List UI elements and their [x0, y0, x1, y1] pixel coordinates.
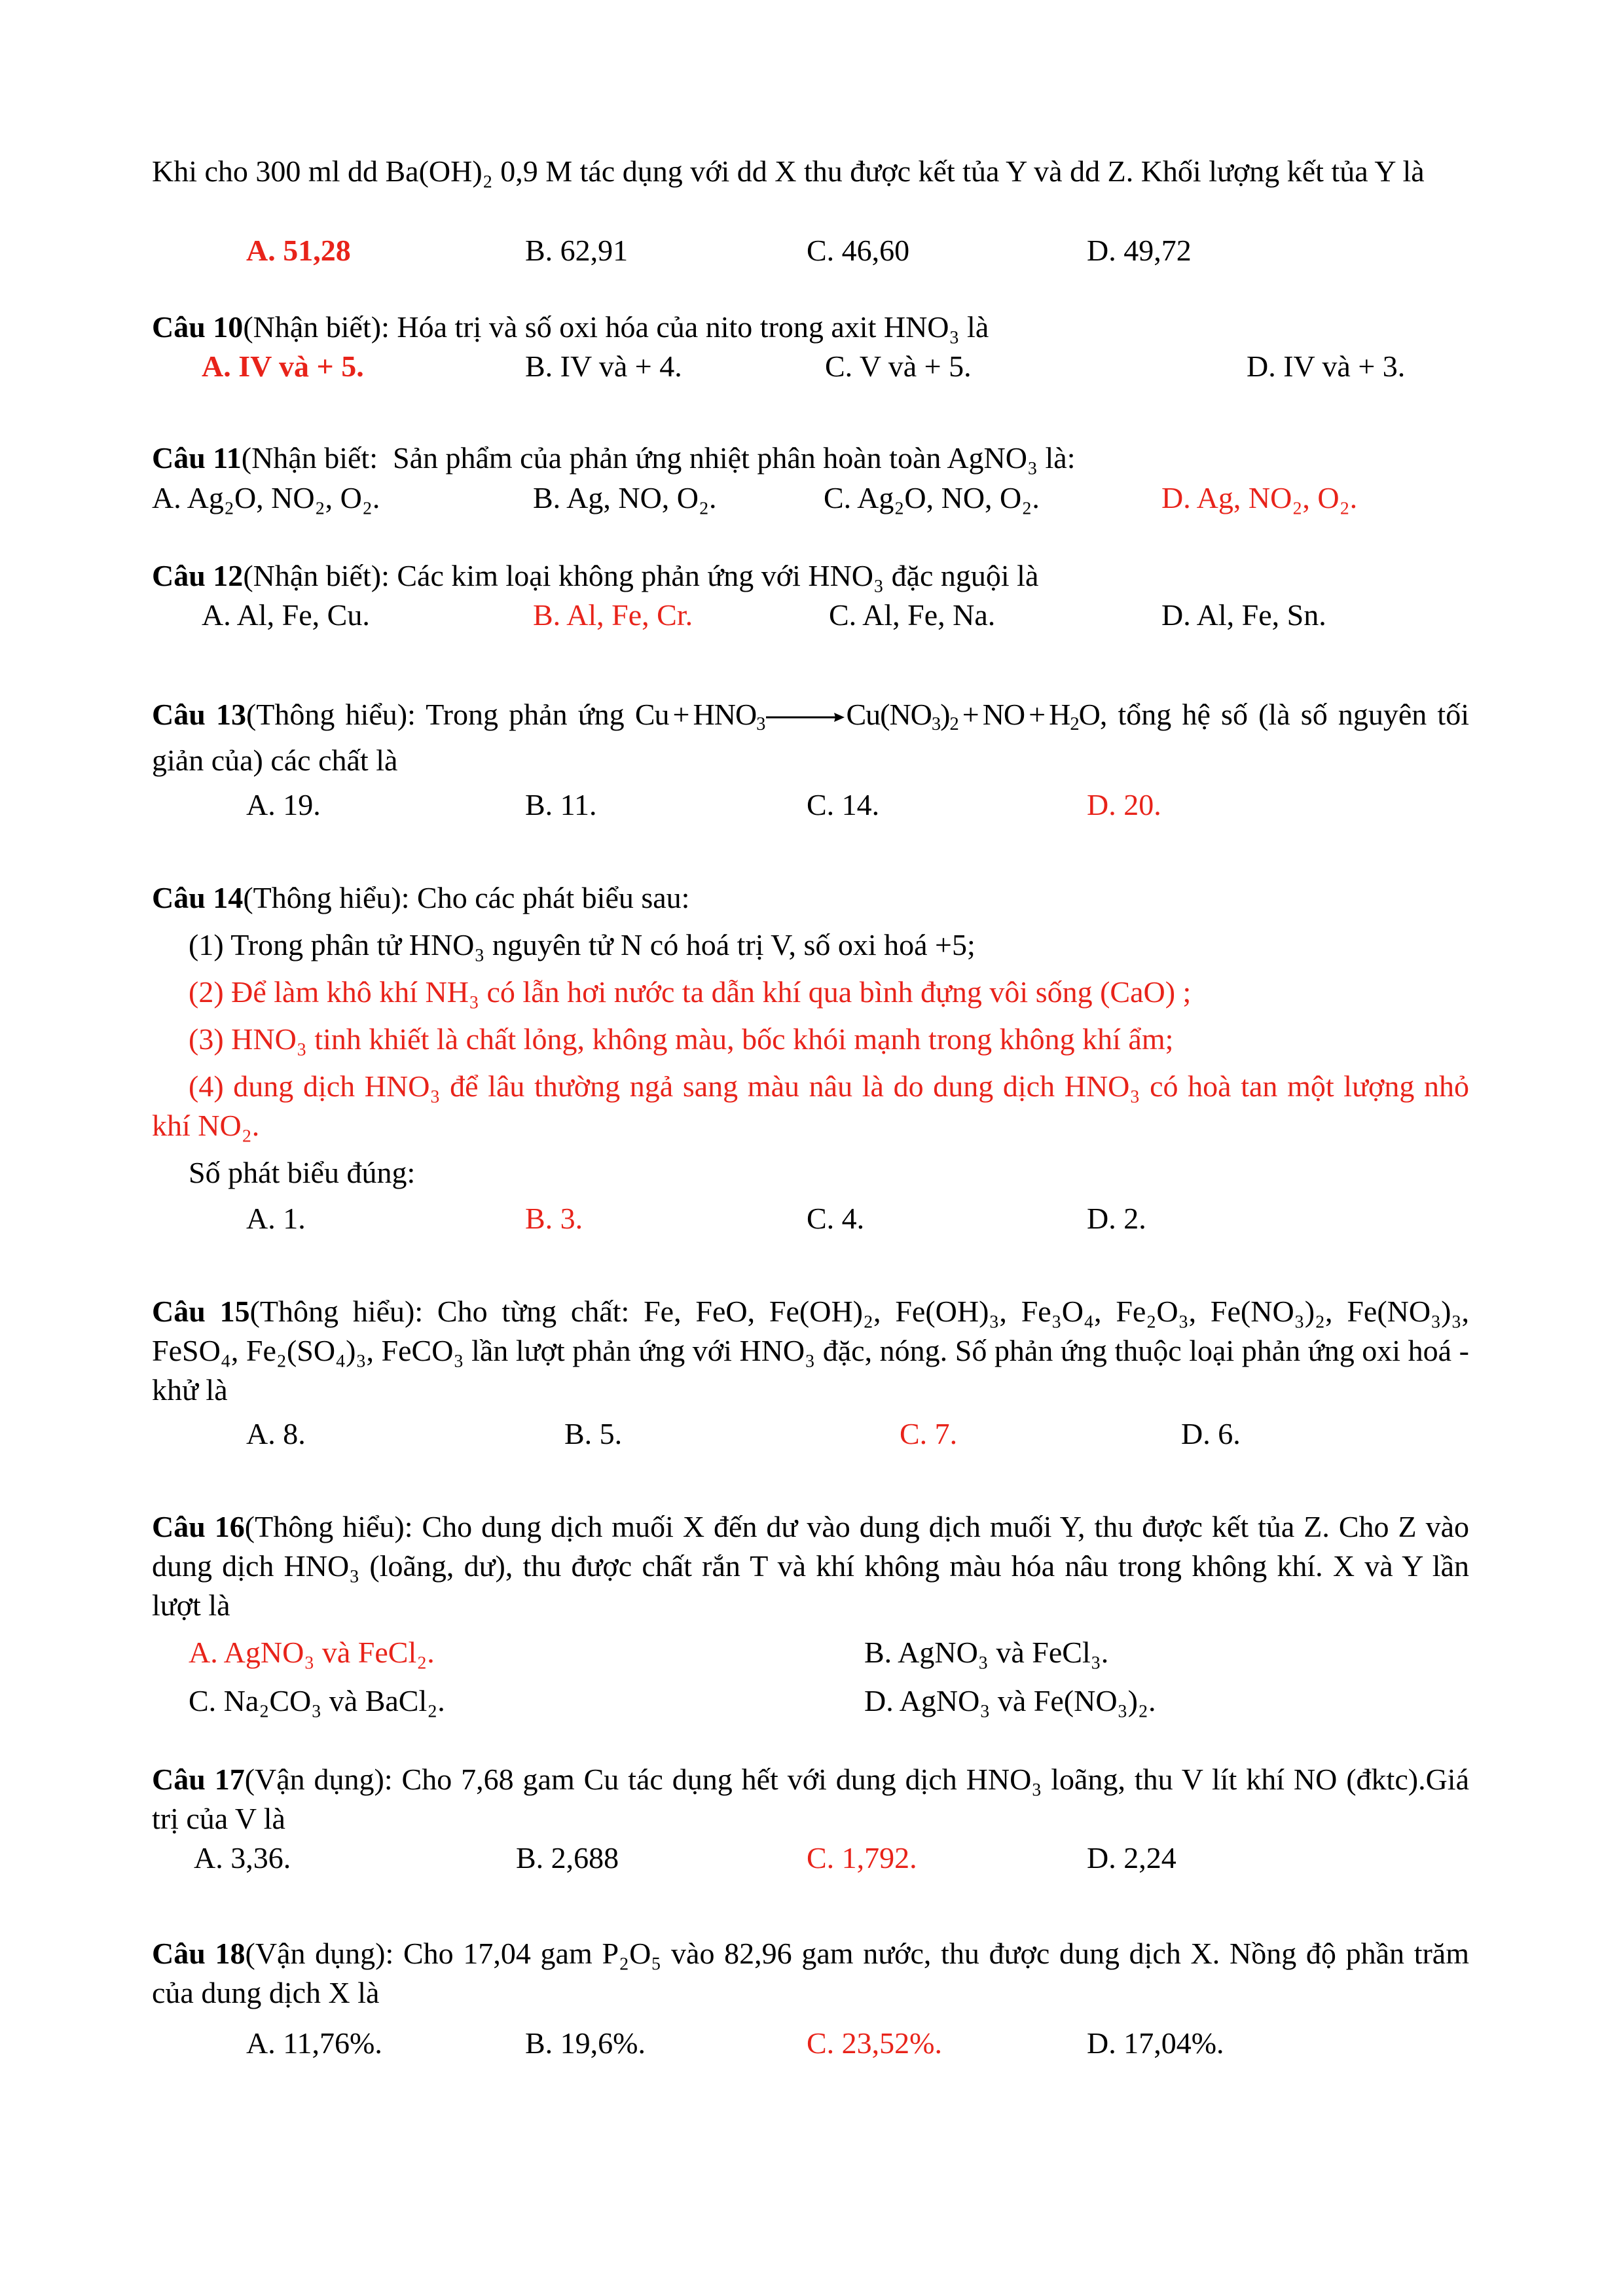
- q14-stem: Câu 14(Thông hiểu): Cho các phát biểu sau:: [152, 881, 690, 914]
- q9-option-d[interactable]: D. 49,72: [1087, 234, 1192, 267]
- q17-option-b[interactable]: B. 2,688: [516, 1841, 619, 1874]
- q14-statement-2: (2) Để làm khô khí NH₃ có lẫn hơi nước ta dẫn khí qua bình đựng vôi sống (CaO) ;: [189, 975, 1192, 1009]
- q11-option-b[interactable]: B. Ag, NO, O₂.: [533, 481, 717, 514]
- q17-option-d[interactable]: D. 2,24: [1087, 1841, 1176, 1874]
- q13-option-c[interactable]: C. 14.: [807, 788, 880, 821]
- q14-option-b[interactable]: B. 3.: [525, 1202, 583, 1235]
- q11-stem: Câu 11(Nhận biết: Sản phẩm của phản ứng nhiệt phân hoàn toàn AgNO₃ là:: [152, 441, 1076, 475]
- q12-stem: Câu 12(Nhận biết): Các kim loại không phản ứng với HNO₃ đặc nguội là: [152, 559, 1039, 592]
- q15-option-c[interactable]: C. 7.: [900, 1417, 958, 1450]
- q14-option-c[interactable]: C. 4.: [807, 1202, 865, 1235]
- q9-stem: Khi cho 300 ml dd Ba(OH)₂ 0,9 M tác dụng với dd X thu được kết tủa Y và dd Z. Khối lượng kết tủa Y là: [152, 154, 1425, 188]
- q13-stem: Câu 13(Thông hiểu): Trong phản ứng Cu + HNO3 Cu(NO3)2 + NO + H2O, tổng hệ số (là số nguyên tối giản của) các chất là: [152, 698, 1469, 777]
- q16-option-b[interactable]: B. AgNO₃ và FeCl₃.: [864, 1636, 1109, 1669]
- q18-option-b[interactable]: B. 19,6%.: [525, 2026, 646, 2060]
- q11-option-a[interactable]: A. Ag₂O, NO₂, O₂.: [152, 481, 380, 514]
- q9-option-c[interactable]: C. 46,60: [807, 234, 910, 267]
- q14-statement-4: (4) dung dịch HNO₃ để lâu thường ngả sang màu nâu là do dung dịch HNO₃ có hoà tan một lượng nhỏ khí NO₂.: [152, 1069, 1469, 1142]
- q16-option-c[interactable]: C. Na₂CO₃ và BaCl₂.: [189, 1684, 445, 1717]
- q15-option-b[interactable]: B. 5.: [564, 1417, 623, 1450]
- q14-ask: Số phát biểu đúng:: [189, 1156, 416, 1189]
- q9-option-a[interactable]: A. 51,28: [246, 234, 351, 267]
- q16-option-d[interactable]: D. AgNO₃ và Fe(NO₃)₂.: [864, 1684, 1156, 1717]
- q13-option-b[interactable]: B. 11.: [525, 788, 597, 821]
- q18-stem: Câu 18(Vận dụng): Cho 17,04 gam P₂O₅ vào 82,96 gam nước, thu được dung dịch X. Nồng độ phần trăm của dung dịch X là: [152, 1937, 1469, 2009]
- q17-stem: Câu 17(Vận dụng): Cho 7,68 gam Cu tác dụng hết với dung dịch HNO₃ loãng, thu V lít khí NO (đktc).Giá trị của V là: [152, 1763, 1469, 1835]
- q9-option-b[interactable]: B. 62,91: [525, 234, 629, 267]
- q10-option-d[interactable]: D. IV và + 3.: [1247, 350, 1406, 383]
- q10-option-b[interactable]: B. IV và + 4.: [525, 350, 682, 383]
- q13-option-d[interactable]: D. 20.: [1087, 788, 1161, 821]
- q10-option-c[interactable]: C. V và + 5.: [825, 350, 972, 383]
- q18-option-a[interactable]: A. 11,76%.: [246, 2026, 382, 2060]
- q18-option-d[interactable]: D. 17,04%.: [1087, 2026, 1224, 2060]
- q14-statement-1: (1) Trong phân tử HNO₃ nguyên tử N có hoá trị V, số oxi hoá +5;: [189, 928, 976, 961]
- q16-stem: Câu 16(Thông hiểu): Cho dung dịch muối X đến dư vào dung dịch muối Y, thu được kết tủa Z. Cho Z vào dung dịch HNO₃ (loãng, dư), thu được chất rắn T và khí không màu hóa nâu trong không khí. X và Y lần lượt là: [152, 1510, 1469, 1622]
- q14-statement-3: (3) HNO₃ tinh khiết là chất lỏng, không màu, bốc khói mạnh trong không khí ẩm;: [189, 1022, 1174, 1056]
- q15-stem: Câu 15(Thông hiểu): Cho từng chất: Fe, FeO, Fe(OH)₂, Fe(OH)₃, Fe₃O₄, Fe₂O₃, Fe(NO₃)₂, Fe(NO₃)₃, FeSO₄, Fe₂(SO₄)₃, FeCO₃ lần lượt phản ứng với HNO₃ đặc, nóng. Số phản ứng thuộc loại phản ứng oxi hoá - khử là: [152, 1295, 1469, 1407]
- q12-option-c[interactable]: C. Al, Fe, Na.: [829, 598, 996, 632]
- reaction-arrow-icon: [765, 711, 846, 724]
- q11-option-c[interactable]: C. Ag₂O, NO, O₂.: [824, 481, 1040, 514]
- q10-option-a[interactable]: A. IV và + 5.: [202, 350, 364, 383]
- q17-option-a[interactable]: A. 3,36.: [194, 1841, 291, 1874]
- q18-option-c[interactable]: C. 23,52%.: [807, 2026, 942, 2060]
- q12-option-b[interactable]: B. Al, Fe, Cr.: [533, 598, 693, 632]
- q14-option-d[interactable]: D. 2.: [1087, 1202, 1146, 1235]
- q17-option-c[interactable]: C. 1,792.: [807, 1841, 917, 1874]
- q12-option-d[interactable]: D. Al, Fe, Sn.: [1161, 598, 1326, 632]
- q16-option-a[interactable]: A. AgNO₃ và FeCl₂.: [189, 1636, 435, 1669]
- q15-option-a[interactable]: A. 8.: [246, 1417, 306, 1450]
- q15-option-d[interactable]: D. 6.: [1181, 1417, 1241, 1450]
- q13-equation: Cu + HNO3 Cu(NO3)2 + NO + H2O: [634, 698, 1100, 734]
- q12-option-a[interactable]: A. Al, Fe, Cu.: [202, 598, 370, 632]
- q10-stem: Câu 10(Nhận biết): Hóa trị và số oxi hóa của nito trong axit HNO₃ là: [152, 310, 989, 344]
- q11-option-d[interactable]: D. Ag, NO₂, O₂.: [1161, 481, 1358, 514]
- q13-option-a[interactable]: A. 19.: [246, 788, 321, 821]
- q14-option-a[interactable]: A. 1.: [246, 1202, 306, 1235]
